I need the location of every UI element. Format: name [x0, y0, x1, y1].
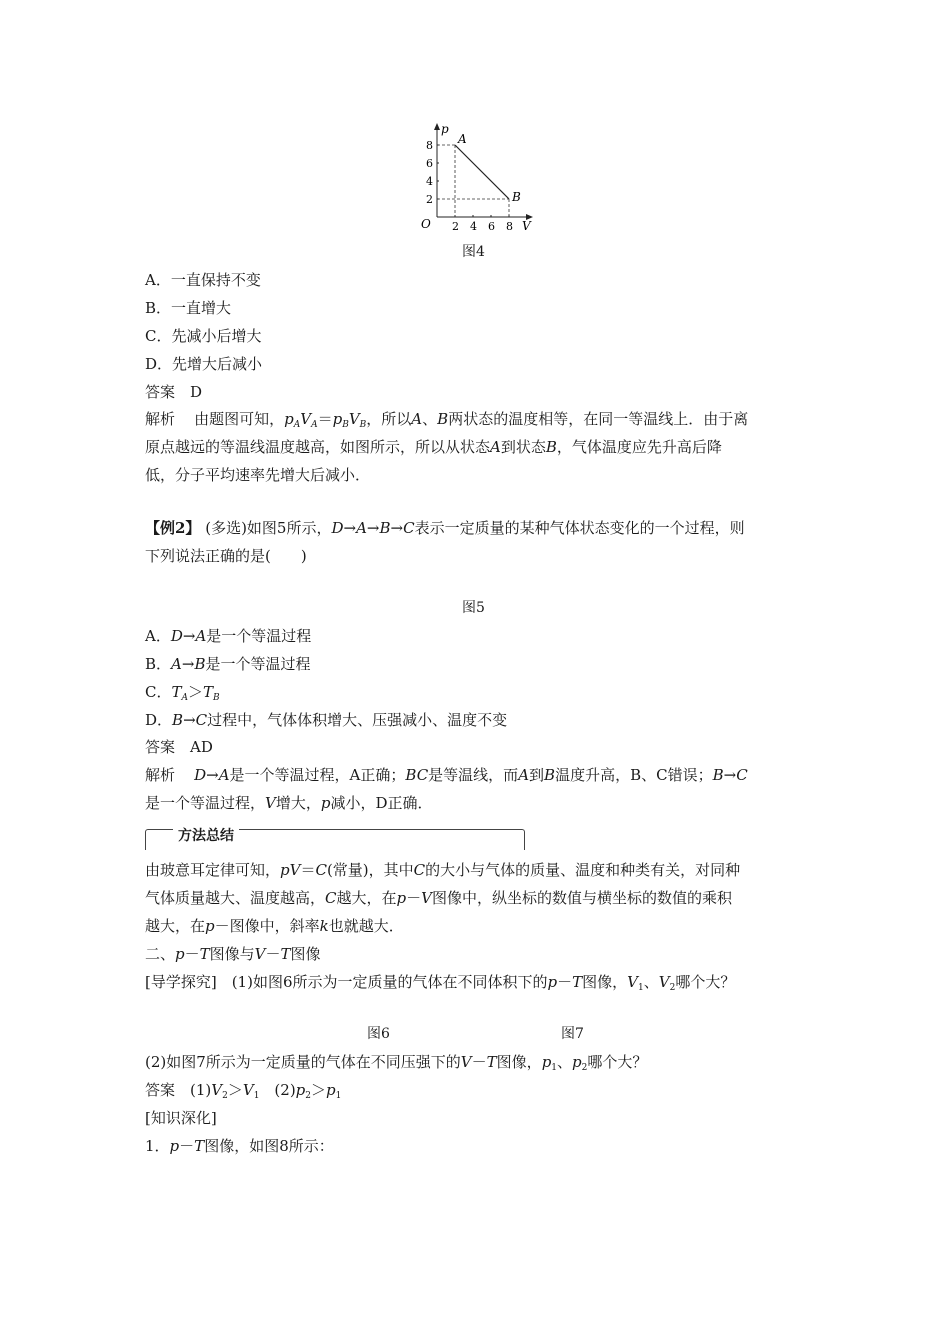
guide-answer: 答案 $(1)V_2>V_1$ $(2)p_2>p_1$ [145, 1081, 342, 1101]
text: 二、 [145, 945, 176, 963]
q2-analysis-line-2: 是一个等温过程，V增大，p减小，D正确． [145, 794, 433, 812]
x-tick-label: 4 [470, 220, 477, 233]
analysis-label: 解析 [145, 766, 176, 784]
q1-answer: 答案 D [145, 383, 203, 401]
q2-option-b: B．A→B是一个等温过程 [145, 655, 311, 673]
example-tag: 【例2】 [145, 519, 201, 537]
y-tick-label: 8 [426, 139, 433, 152]
y-tick-label: 2 [426, 193, 433, 206]
section-2-heading: 二、p－T图像与V－T图像 [145, 945, 321, 963]
text: 是一个等温过程， [145, 794, 266, 812]
guide-question-2: (2)如图7所示为一定质量的气体在不同压强下的V－T图像，$p_1$、$p_2$哪个大？ [145, 1053, 648, 1073]
y-axis-arrow [434, 123, 440, 130]
q1-option-a: A．一直保持不变 [145, 271, 261, 289]
text: 越大，在 [336, 889, 397, 907]
ab-line [455, 145, 509, 199]
method-summary-header [145, 829, 525, 851]
method-line-3: 越大，在p－图像中，斜率k也就越大． [145, 917, 404, 935]
text: 图像中，纵坐标的数值与横坐标的数值的乘积 [431, 889, 732, 907]
text: 图像与 [209, 945, 255, 963]
text: 、 [557, 1053, 573, 1071]
text: 由玻意耳定律可知， [145, 861, 281, 879]
text: (2) [259, 1081, 296, 1099]
figure-6-caption: 图6 [367, 1026, 390, 1042]
y-tick-label: 4 [426, 175, 433, 188]
text: 到状态 [500, 438, 546, 456]
text: (多选)如图5所示， [205, 519, 332, 537]
method-line-1: 由玻意耳定律可知，pV＝C(常量)，其中C的大小与气体的质量、温度和种类有关，对同种 [145, 861, 741, 879]
x-tick-label: 2 [452, 220, 459, 233]
y-axis-label: p [441, 122, 449, 136]
text: 温度升高，B、C错误； [555, 766, 713, 784]
q1-analysis-line-3: 低，分子平均速率先增大后减小． [145, 466, 371, 484]
q2-option-c: C．$T_A>T_B$ [145, 683, 220, 703]
q1-option-b: B．一直增大 [145, 299, 232, 317]
y-tick-label: 6 [426, 157, 433, 170]
guide-question-1: [导学探究] (1)如图6所示为一定质量的气体在不同体积下的p－T图像，$V_1$、$V_2$哪个大？ [145, 973, 736, 993]
text: ，气体温度应先升高后降 [556, 438, 722, 456]
text: 原点越远的等温线温度越高，如图所示，所以从状态 [145, 438, 491, 456]
q2-option-a: A．D→A是一个等温过程 [145, 627, 312, 645]
text: 是一个等温过程 [206, 627, 312, 645]
knowledge-heading: [知识深化] [145, 1109, 217, 1127]
example-2-line-1: 【例2】 (多选)如图5所示，D→A→B→C表示一定质量的某种气体状态变化的一个过程，则 [145, 519, 745, 537]
text: 表示一定质量的某种气体状态变化的一个过程，则 [414, 519, 745, 537]
q1-analysis-line-2: 原点越远的等温线温度越高，如图所示，所以从状态A到状态B，气体温度应先升高后降 [145, 438, 722, 456]
text: 越大，在 [145, 917, 206, 935]
q2-analysis-line-1: 解析 D→A是一个等温过程，A正确；BC是等温线，而A到B温度升高，B、C错误；B→C [145, 766, 748, 784]
text: 由题图可知， [194, 410, 285, 428]
text: 增大， [275, 794, 321, 812]
text: (2)如图7所示为一定质量的气体在不同压强下的 [145, 1053, 461, 1071]
q2-answer: 答案 AD [145, 738, 213, 756]
x-tick-label: 8 [506, 220, 513, 233]
text: 是等温线，而 [428, 766, 519, 784]
x-tick-label: 6 [488, 220, 495, 233]
q1-option-c: C．先减小后增大 [145, 327, 262, 345]
point-a-label: A [458, 132, 467, 146]
text: 过程中，气体体积增大、压强减小、温度不变 [207, 711, 508, 729]
figure-4-caption: 图4 [462, 244, 485, 260]
figure-4-pv-graph [412, 119, 542, 234]
text: 两状态的温度相等，在同一等温线上．由于离 [448, 410, 749, 428]
example-2-line-2: 下列说法正确的是( ) [145, 547, 307, 565]
text: 气体质量越大、温度越高， [145, 889, 326, 907]
text: 哪个大？ [675, 973, 736, 991]
analysis-label: 解析 [145, 410, 176, 428]
text: 图像 [290, 945, 321, 963]
text: 的大小与气体的质量、温度和种类有关，对同种 [425, 861, 741, 879]
text: 减小，D正确． [330, 794, 433, 812]
text: 1． [145, 1137, 170, 1155]
text: 图像， [496, 1053, 542, 1071]
text: 也就越大． [328, 917, 404, 935]
text: 哪个大？ [587, 1053, 648, 1071]
figure-7-caption: 图7 [561, 1026, 584, 1042]
text: 到 [529, 766, 545, 784]
text: 图像中，斜率 [229, 917, 320, 935]
text: [导学探究] (1)如图6所示为一定质量的气体在不同体积下的 [145, 973, 548, 991]
text: (常量)，其中 [326, 861, 414, 879]
text: 图像，如图8所示： [204, 1137, 334, 1155]
q1-analysis-line-1: 解析 由题图可知，$p_AV_A=p_BV_B$，所以A、B两状态的温度相等，在同一等温线上．由于离 [145, 410, 749, 430]
q2-option-d: D．B→C过程中，气体体积增大、压强减小、温度不变 [145, 711, 508, 729]
text: 是一个等温过程，A正确； [229, 766, 406, 784]
text: 答案 (1) [145, 1081, 212, 1099]
text: ，所以 [366, 410, 412, 428]
method-line-2: 气体质量越大、温度越高，C越大，在p－V图像中，纵坐标的数值与横坐标的数值的乘积 [145, 889, 732, 907]
figure-5-caption: 图5 [462, 600, 485, 616]
method-summary-title: 方法总结 [173, 827, 239, 845]
q1-option-d: D．先增大后减小 [145, 355, 263, 373]
point-b-label: B [512, 190, 521, 204]
text: 、 [643, 973, 659, 991]
origin-label: O [421, 217, 431, 231]
knowledge-item-1: 1．p－T图像，如图8所示： [145, 1137, 334, 1155]
text: 图像， [582, 973, 628, 991]
text: 是一个等温过程 [205, 655, 311, 673]
x-axis-label: V [522, 219, 531, 233]
